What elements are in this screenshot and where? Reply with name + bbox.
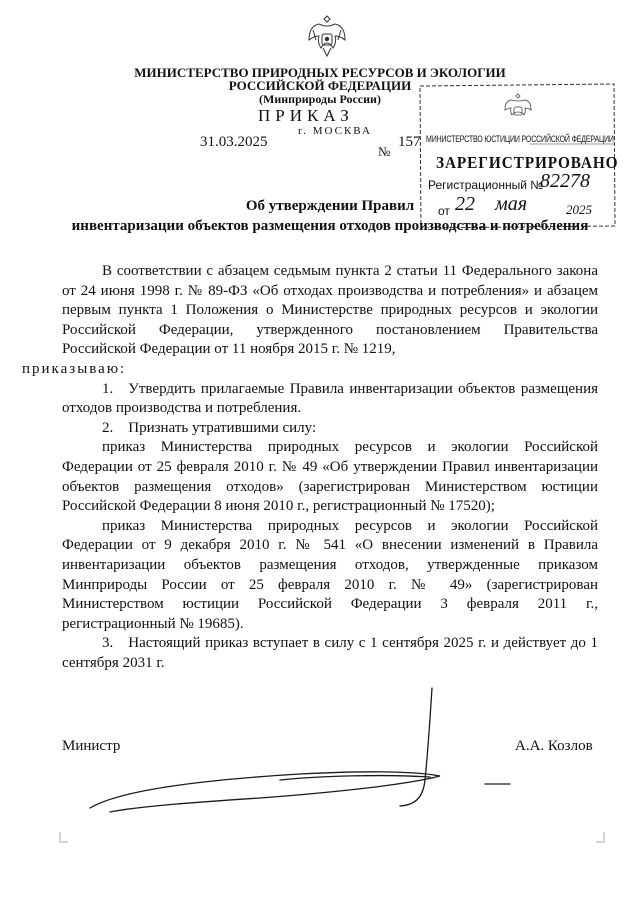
document-number: 157 bbox=[398, 134, 421, 150]
item-2b: приказ Министерства природных ресурсов и экологии Российской Федерации от 9 декабря 2010 г. № 541 «О внесении изменений в Правила инвентаризации объектов размещения отходов, утвержденные приказом Минприроды России от 25 февраля 2010 г. № 49» (зарегистрирован Министерством юстиции Российской Федерации 3 февраля 2011 г., регистрационный № 19685). bbox=[62, 517, 598, 632]
item-2: 2. Признать утратившими силу: bbox=[102, 419, 317, 436]
signer-name: А.А. Козлов bbox=[515, 738, 593, 754]
stamp-organization: МИНИСТЕРСТВО ЮСТИЦИИ РОССИЙСКОЙ ФЕДЕРАЦИИ bbox=[426, 134, 614, 144]
document-title-line2: инвентаризации объектов размещения отходов производства и потребления bbox=[71, 218, 589, 234]
document-type: ПРИКАЗ bbox=[258, 106, 354, 125]
item-3: 3. Настоящий приказ вступает в силу с 1 сентября 2025 г. и действует до 1 сентября 2031 г. bbox=[62, 635, 598, 671]
item-1: 1. Утвердить прилагаемые Правила инвентаризации объектов размещения отходов производства и потребления. bbox=[62, 380, 598, 417]
ministry-name-line1: МИНИСТЕРСТВО ПРИРОДНЫХ РЕСУРСОВ И ЭКОЛОГИИ bbox=[134, 65, 506, 80]
handwritten-signature bbox=[80, 680, 520, 820]
stamp-year: 2025 bbox=[566, 202, 592, 217]
document-city: г. МОСКВА bbox=[298, 125, 372, 137]
intro-paragraph bbox=[22, 262, 598, 380]
document-title-line1: Об утверждении Правил bbox=[245, 198, 415, 214]
document-body bbox=[22, 262, 598, 673]
signer-position: Министр bbox=[62, 738, 121, 754]
stamp-registration-label: Регистрационный № bbox=[428, 178, 544, 192]
stamp-month: мая bbox=[495, 193, 528, 215]
stamp-status: ЗАРЕГИСТРИРОВАНО bbox=[436, 153, 619, 172]
document-date: 31.03.2025 bbox=[200, 134, 268, 150]
ministry-short-name: (Минприроды России) bbox=[259, 92, 381, 106]
number-sign: № bbox=[378, 144, 391, 159]
stamp-registration-number: 82278 bbox=[540, 170, 590, 192]
stamp-date-label: от bbox=[438, 204, 450, 218]
coat-of-arms-emblem bbox=[305, 12, 349, 62]
item-2a: приказ Министерства природных ресурсов и экологии Российской Федерации от 25 февраля 2010 г. № 49 «Об утверждении Правил инвентаризации объектов размещения отходов» (зарегистрирован Министерством юстиции Российской Федерации 8 июня 2010 г., регистрационный № 17520); bbox=[62, 439, 598, 515]
stamp-day: 22 bbox=[455, 193, 475, 215]
ministry-name-line2: РОССИЙСКОЙ ФЕДЕРАЦИИ bbox=[228, 78, 412, 93]
order-word: приказываю: bbox=[22, 360, 127, 377]
intro-text: В соответствии с абзацем седьмым пункта 2 статьи 11 Федерального закона от 24 июня 1998 г. № 89-ФЗ «Об отходах производства и потребления» и абзацем первым пункта 1 Положения о Министерстве природных ресурсов и экологии Российской Федерации, утвержденного постановлением Правительства Российской Федерации от 11 ноября 2015 г. № 1219, bbox=[62, 263, 598, 358]
